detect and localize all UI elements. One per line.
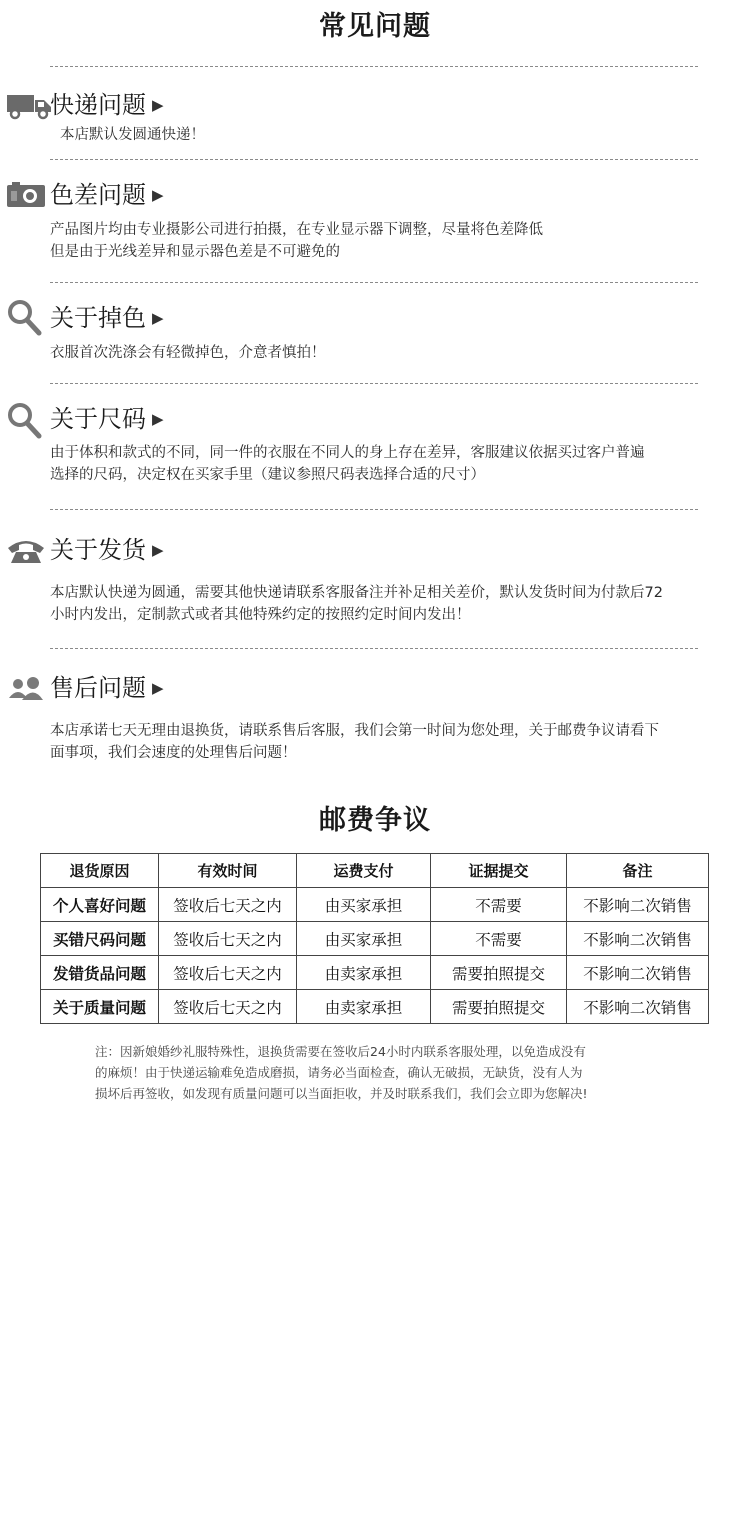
arrow-right-icon: ▶ [152,186,164,204]
table-cell: 需要拍照提交 [431,956,567,990]
shipping-dispute-title: 邮费争议 [319,805,431,836]
column-header: 有效时间 [159,854,297,888]
column-header: 证据提交 [431,854,567,888]
divider [50,159,698,160]
section-title-shipping: 关于发货 ▶ [50,536,164,564]
table-row [41,922,709,956]
telephone-icon [6,536,46,564]
divider [50,648,698,649]
arrow-right-icon: ▶ [152,96,164,114]
section-body-shipping: 本店默认快递为圆通，需要其他快递请联系客服备注并补足相关差价，默认发货时间为付款后72 小时内发出，定制款式或者其他特殊约定的按照约定时间内发出！ [50,585,663,623]
column-header: 运费支付 [297,854,431,888]
table-cell: 签收后七天之内 [159,990,297,1024]
table-header-row [41,854,709,888]
section-body-delivery: 本店默认发圆通快递！ [60,127,205,143]
table-cell: 买错尺码问题 [41,922,159,956]
section-body-color: 产品图片均由专业摄影公司进行拍摄，在专业显示器下调整，尽量将色差降低 但是由于光线差异和显示器色差是不可避免的 [50,222,543,260]
arrow-right-icon: ▶ [152,410,164,428]
section-body-size: 由于体积和款式的不同，同一件的衣服在不同人的身上存在差异，客服建议依据买过客户普遍 选择的尺码，决定权在买家手里（建议参照尺码表选择合适的尺寸） [50,445,645,483]
arrow-right-icon: ▶ [152,541,164,559]
arrow-right-icon: ▶ [152,679,164,697]
table-cell: 发错货品问题 [41,956,159,990]
disclaimer-note: 注：因新娘婚纱礼服特殊性，退换货需要在签收后24小时内联系客服处理，以免造成没有 的麻烦！由于快递运输难免造成磨损，请务必当面检查，确认无破损，无缺货，没有人为 损坏后再签收，如发现有质量问题可以当面拒收，并及时联系我们，我们会立即为您解决! [95,1044,588,1101]
arrow-right-icon: ▶ [152,309,164,327]
magnifier-icon [6,298,42,336]
table-cell: 个人喜好问题 [41,888,159,922]
section-title-fading: 关于掉色 ▶ [50,304,164,332]
truck-icon [6,92,52,120]
divider [50,282,698,283]
divider [50,66,698,67]
table-cell: 不影响二次销售 [567,888,709,922]
table-cell: 需要拍照提交 [431,990,567,1024]
table-cell: 不影响二次销售 [567,922,709,956]
section-title-color: 色差问题 ▶ [50,181,164,209]
table-cell: 签收后七天之内 [159,888,297,922]
section-title-aftersales: 售后问题 ▶ [50,674,164,702]
table-cell: 签收后七天之内 [159,956,297,990]
table-cell: 不影响二次销售 [567,990,709,1024]
table-cell: 由买家承担 [297,922,431,956]
magnifier-icon [6,401,42,439]
users-icon [8,676,44,702]
table-cell: 关于质量问题 [41,990,159,1024]
table-cell: 由卖家承担 [297,956,431,990]
table-cell: 由卖家承担 [297,990,431,1024]
camera-icon [6,182,46,208]
table-row [41,956,709,990]
section-body-fading: 衣服首次洗涤会有轻微掉色，介意者慎拍！ [50,345,326,361]
column-header: 备注 [567,854,709,888]
section-title-delivery: 快递问题 ▶ [50,91,164,119]
table-cell: 由买家承担 [297,888,431,922]
page-title: 常见问题 [319,11,431,42]
section-title-size: 关于尺码 ▶ [50,405,164,433]
table-cell: 签收后七天之内 [159,922,297,956]
table-row [41,888,709,922]
table-cell: 不影响二次销售 [567,956,709,990]
divider [50,509,698,510]
table-cell: 不需要 [431,888,567,922]
table-row [41,990,709,1024]
column-header: 退货原因 [41,854,159,888]
table-cell: 不需要 [431,922,567,956]
section-body-aftersales: 本店承诺七天无理由退换货，请联系售后客服，我们会第一时间为您处理，关于邮费争议请看下 面事项，我们会速度的处理售后问题！ [50,723,659,761]
divider [50,383,698,384]
shipping-policy-table [40,853,709,1024]
